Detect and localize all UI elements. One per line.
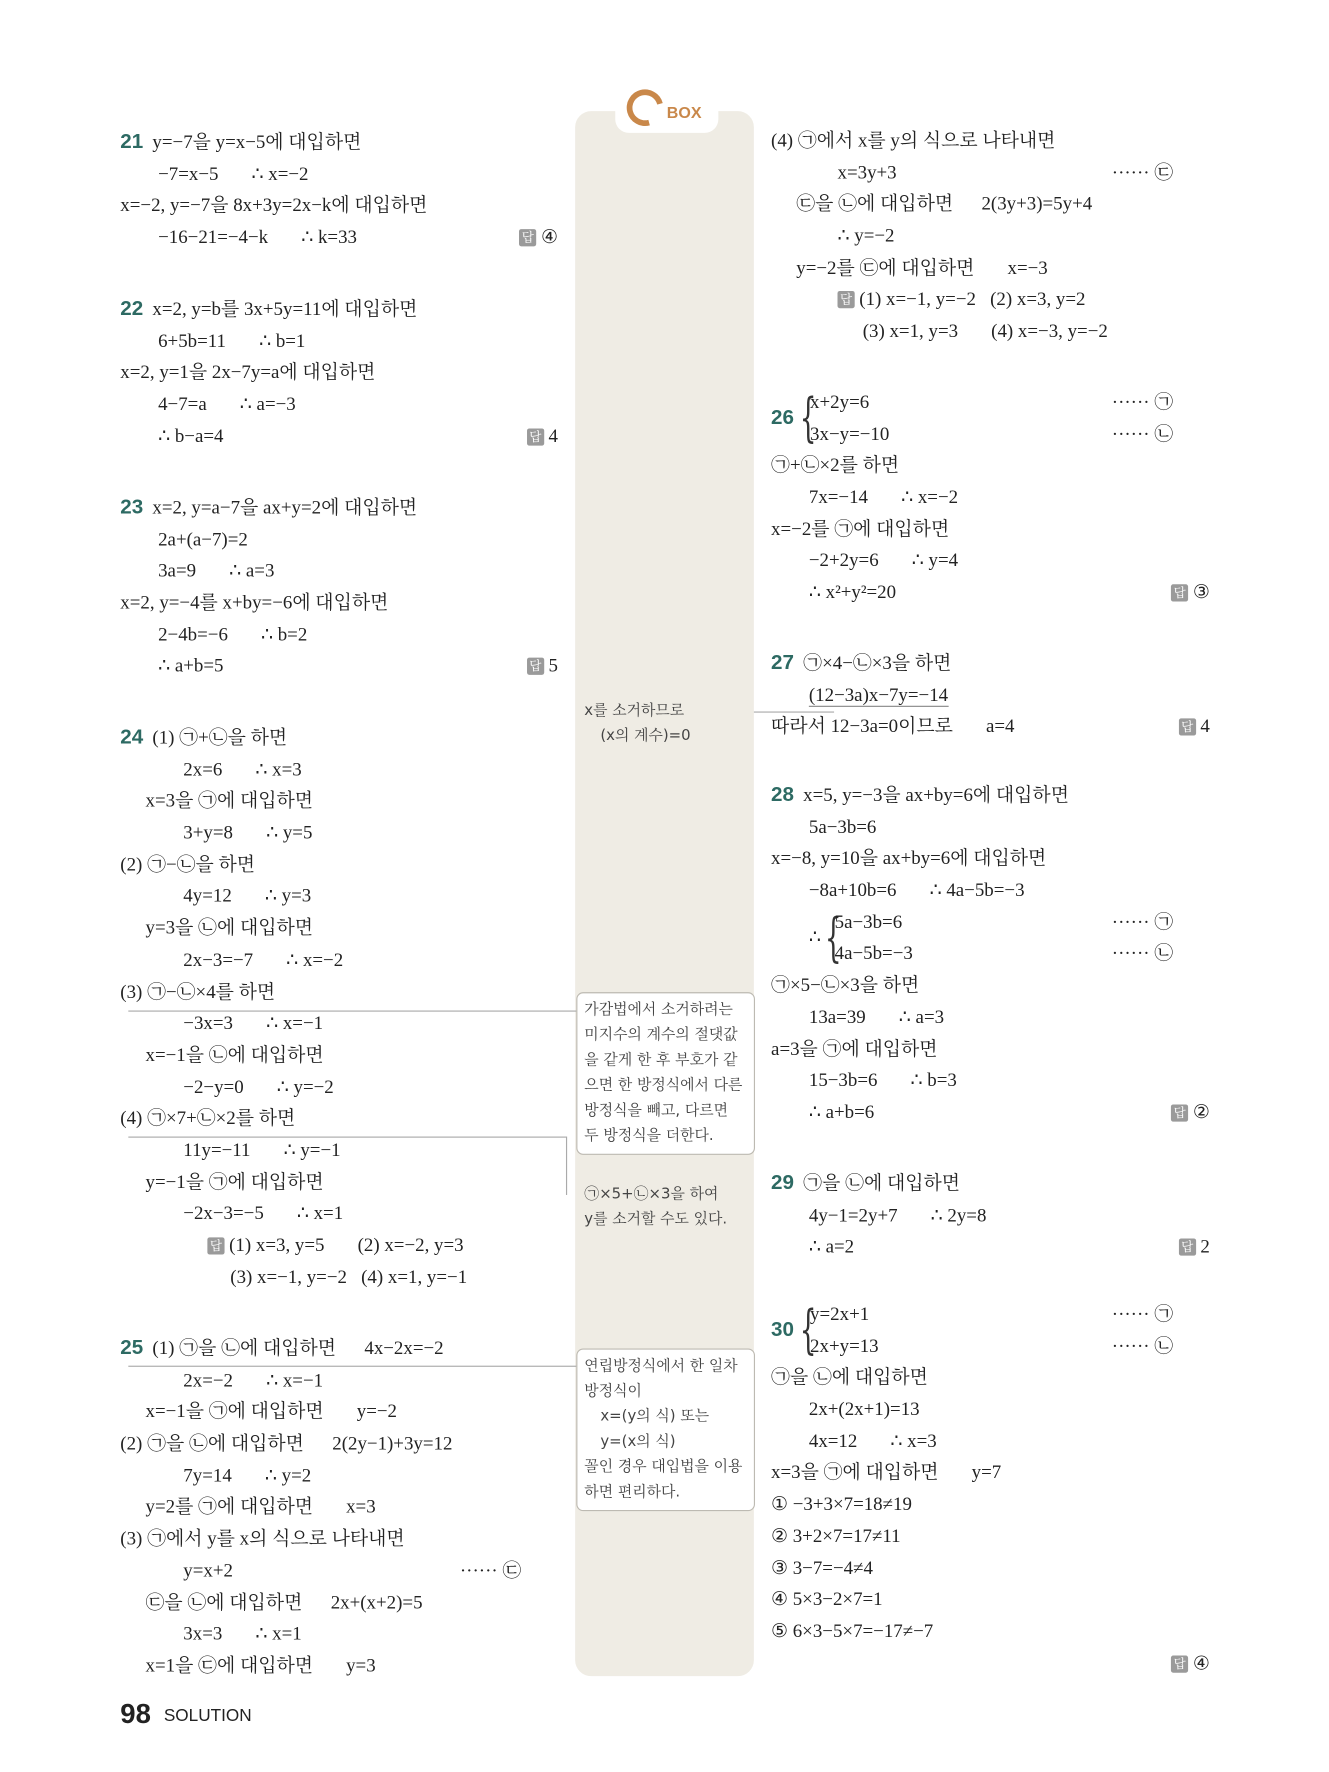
equation-tag: ······ ㉢: [459, 1559, 522, 1581]
solution-line: [771, 811, 1210, 843]
line-text: 13a=39 ∴ a=3: [808, 1005, 945, 1028]
problem-29: [771, 1167, 1210, 1262]
equation-system: [771, 906, 1210, 969]
answer-icon: 답: [1171, 584, 1188, 601]
brace-icon: {: [799, 1298, 817, 1361]
problem-24: [120, 722, 558, 1293]
solution-line: [120, 1491, 558, 1523]
line-text: −7=x−5 ∴ x=−2: [158, 162, 309, 185]
solution-line: [120, 1650, 558, 1682]
qbox-label: BOX: [666, 103, 702, 122]
line-text: (2) ㉠−㉡을 하면: [120, 853, 256, 876]
solution-line: [771, 576, 1210, 608]
solution-line: [120, 555, 558, 587]
solution-line: [120, 1198, 558, 1230]
solution-line: [120, 1007, 558, 1039]
line-text: (1) x=−1, y=−2 (2) x=3, y=2: [859, 288, 1086, 310]
answer-icon: 답: [1179, 719, 1196, 736]
answer-icon: 답: [527, 428, 544, 445]
line-text: y=−2를 ㉢에 대입하면 x=−3: [796, 256, 1048, 279]
solution-line: [771, 125, 1210, 157]
brace-icon: {: [799, 386, 817, 449]
note-line: x를 소거하므로: [584, 702, 685, 720]
solution-line: [810, 386, 1210, 418]
problem-number: 28: [771, 782, 795, 806]
solution-line: [771, 711, 1210, 743]
connector-line: [754, 711, 834, 712]
answer-value: 4: [1200, 715, 1210, 738]
note-text: 가감법에서 소거하려는 미지수의 계수의 절댓값을 같게 한 후 부호가 같으면 한 방정식에서 다른 방정식을 빼고, 다르면 두 방정식을 더한다.: [584, 1001, 743, 1145]
line-text: 따라서 12−3a=0이므로 a=4: [771, 715, 1015, 738]
problem-number: 29: [771, 1170, 795, 1194]
line-text: −16−21=−4−k ∴ k=33: [158, 225, 357, 248]
solution-line: [771, 1552, 1210, 1584]
equation-tag: ······ ㉡: [1111, 422, 1174, 445]
answer: [527, 650, 558, 682]
solution-line: [771, 283, 1210, 315]
line-text: ㉢을 ㉡에 대입하면 2x+(x+2)=5: [145, 1590, 423, 1613]
line-text: −3x=3 ∴ x=−1: [183, 1011, 324, 1034]
answer: [1171, 1096, 1210, 1128]
solution-line: [771, 1647, 1210, 1679]
solution-line: [771, 1425, 1210, 1457]
answer-value: 4: [548, 424, 558, 447]
problem-21: [120, 126, 558, 253]
answer-icon: 답: [1179, 1239, 1196, 1256]
connector-line: [128, 1366, 576, 1367]
note-substitution: [576, 1348, 755, 1511]
solution-line: [120, 523, 558, 555]
solution-line: [810, 418, 1210, 450]
problem-28: [771, 779, 1210, 1128]
line-text: a=3을 ㉠에 대입하면: [771, 1037, 938, 1060]
solution-line: [120, 912, 558, 944]
line-text: ∴ x²+y²=20: [808, 581, 897, 603]
problem-number: 24: [120, 725, 144, 749]
solution-line: [120, 1261, 558, 1293]
solution-line: [835, 906, 1210, 938]
line-text: 3x=3 ∴ x=1: [183, 1622, 302, 1645]
solution-line: [771, 1033, 1210, 1065]
line-text: 4x=12 ∴ x=3: [808, 1429, 937, 1452]
line-text: 3+y=8 ∴ y=5: [183, 821, 313, 844]
problem-25: [120, 1332, 558, 1681]
solution-line: [835, 938, 1210, 970]
therefore-symbol: ∴: [808, 926, 821, 948]
solution-line: [771, 1065, 1210, 1097]
line-text: 2x=6 ∴ x=3: [183, 758, 302, 780]
solution-line: [120, 944, 558, 976]
line-text: x=1을 ㉢에 대입하면 y=3: [145, 1654, 376, 1677]
solution-line: [771, 252, 1210, 284]
solution-line: [771, 779, 1210, 811]
solution-line: [120, 722, 558, 754]
line-text: x=3y+3: [837, 161, 897, 183]
answer: [519, 221, 558, 253]
note-line: ㉠×5+㉡×3을 하여: [584, 1185, 719, 1203]
line-text: ③ 3−7=−4≠4: [771, 1556, 873, 1579]
line-text: (1) x=3, y=5 (2) x=−2, y=3: [229, 1233, 464, 1256]
solution-line: [120, 1229, 558, 1261]
note-line: x=(y의 식) 또는: [600, 1408, 710, 1426]
line-text: 4−7=a ∴ a=−3: [158, 393, 296, 415]
line-text: x=3을 ㉠에 대입하면: [145, 789, 314, 812]
line-text: ∴ a=2: [808, 1235, 855, 1258]
line-text: 7x=−14 ∴ x=−2: [808, 485, 959, 508]
solution-line: [120, 388, 558, 420]
answer-value: 5: [548, 654, 558, 677]
solution-line: [120, 1618, 558, 1650]
line-text: (4) ㉠에서 x를 y의 식으로 나타내면: [771, 129, 1056, 152]
line-text: 7y=14 ∴ y=2: [183, 1463, 312, 1486]
line-text: 2x−3=−7 ∴ x=−2: [183, 948, 344, 971]
line-text: x=2, y=−4를 x+by=−6에 대입하면: [120, 591, 389, 614]
system-rows: [810, 386, 1210, 449]
solution-line: [120, 849, 558, 881]
equation-system: [771, 386, 1210, 449]
line-text: 6+5b=11 ∴ b=1: [158, 329, 306, 352]
problem-22: [120, 293, 558, 452]
line-text: (3) ㉠−㉡×4를 하면: [120, 980, 276, 1002]
answer-value: 2: [1200, 1235, 1210, 1258]
answer-value: ④: [1192, 1651, 1210, 1674]
solution-line: [120, 1102, 558, 1134]
solution-line: [771, 315, 1210, 347]
line-text: y=2x+1: [810, 1302, 870, 1325]
solution-line: [771, 188, 1210, 220]
answer-icon: 답: [838, 292, 855, 309]
equation-tag: ······ ㉠: [1111, 910, 1174, 933]
answer-icon: 답: [527, 658, 544, 675]
solution-line: [771, 1001, 1210, 1033]
solution-line: [771, 969, 1210, 1001]
line-text: 4y=12 ∴ y=3: [183, 884, 312, 907]
line-text: x=2, y=1을 2x−7y=a에 대입하면: [120, 361, 376, 384]
line-text: 11y=−11 ∴ y=−1: [183, 1138, 341, 1161]
line-text: 5a−3b=6: [834, 910, 903, 933]
answer: [1171, 1647, 1210, 1679]
line-text: 4y−1=2y+7 ∴ 2y=8: [808, 1203, 987, 1226]
line-text: x=−2를 ㉠에 대입하면: [771, 517, 950, 540]
line-text: ∴ y=−2: [837, 224, 895, 247]
solution-line: [771, 513, 1210, 545]
line-text: (3) x=1, y=3 (4) x=−3, y=−2: [862, 319, 1108, 342]
solution-line: [120, 618, 558, 650]
note-eliminate-x: [584, 699, 742, 749]
equation-tag: ······ ㉢: [1111, 161, 1174, 183]
problem-number: 22: [120, 296, 144, 320]
line-text: ⑤ 6×3−5×7=−17≠−7: [771, 1619, 934, 1642]
solution-line: [771, 220, 1210, 252]
solution-line: [120, 221, 558, 253]
problem-number: 21: [120, 129, 144, 153]
solution-line: [120, 189, 558, 221]
answer-value: ②: [1192, 1100, 1210, 1123]
line-text: 3a=9 ∴ a=3: [158, 559, 275, 582]
line-text: 2x+y=13: [810, 1334, 879, 1357]
line-text: (3) ㉠에서 y를 x의 식으로 나타내면: [120, 1527, 405, 1550]
equation-tag: ······ ㉡: [1111, 1334, 1174, 1357]
solution-line: [120, 1428, 558, 1460]
equation-tag: ······ ㉠: [1111, 390, 1174, 413]
solution-line: [771, 1231, 1210, 1263]
solution-line: [810, 1298, 1210, 1330]
line-text: x=−1을 ㉡에 대입하면: [145, 1043, 324, 1066]
line-text: (3) x=−1, y=−2 (4) x=1, y=−1: [230, 1265, 468, 1288]
line-text: 15−3b=6 ∴ b=3: [808, 1069, 957, 1091]
solution-line: [120, 880, 558, 912]
problem-23: [120, 492, 558, 682]
equation-tag: ······ ㉡: [1111, 942, 1174, 965]
answer-icon: 답: [519, 229, 536, 246]
solution-line: [120, 587, 558, 619]
line-text: x=−2, y=−7을 8x+3y=2x−k에 대입하면: [120, 194, 428, 216]
line-text: y=3을 ㉡에 대입하면: [145, 916, 314, 939]
note-line: y=(x의 식): [600, 1433, 676, 1451]
line-text: −2+2y=6 ∴ y=4: [808, 549, 959, 572]
solution-line: [771, 1167, 1210, 1199]
answer: [1179, 711, 1210, 743]
line-text: ∴ b−a=4: [158, 424, 224, 447]
answer-value: ④: [541, 225, 558, 248]
line-text: ㉢을 ㉡에 대입하면 2(3y+3)=5y+4: [796, 192, 1093, 215]
problem-number: 25: [120, 1335, 144, 1359]
solution-line: [120, 754, 558, 786]
line-text: ㉠을 ㉡에 대입하면: [771, 1366, 928, 1388]
solution-line: [771, 1488, 1210, 1520]
line-text: x=3을 ㉠에 대입하면 y=7: [771, 1461, 1002, 1484]
line-text: 2a+(a−7)=2: [158, 527, 248, 550]
solution-line: [120, 420, 558, 452]
solution-line: [120, 1586, 558, 1618]
solution-line: [771, 157, 1210, 189]
line-text: −2−y=0 ∴ y=−2: [183, 1075, 334, 1098]
line-text: y=x+2: [183, 1559, 234, 1581]
line-text: y=−7을 y=x−5에 대입하면: [152, 130, 362, 153]
line-text: 3x−y=−10: [810, 422, 890, 445]
answer: [1171, 576, 1210, 608]
line-text: x=−1을 ㉠에 대입하면 y=−2: [145, 1400, 397, 1423]
line-text: ㉠×4−㉡×3을 하면: [803, 651, 952, 674]
note-addition-method: [576, 992, 755, 1155]
note-line: (x의 계수)=0: [600, 727, 691, 745]
note-alt-eliminate-y: [584, 1182, 742, 1232]
solution-line: [120, 1396, 558, 1428]
problem-30: [771, 1298, 1210, 1679]
connector-line: [128, 1011, 576, 1012]
equation-system: [771, 1298, 1210, 1361]
line-text: (12−3a)x−7y=−14: [808, 683, 949, 706]
solution-line: [120, 293, 558, 325]
solution-line: [771, 1362, 1210, 1394]
solution-line: [771, 647, 1210, 679]
solution-line: [120, 1134, 558, 1166]
solution-line: [771, 481, 1210, 513]
line-text: x=5, y=−3을 ax+by=6에 대입하면: [803, 783, 1069, 806]
qbox-logo: [615, 87, 718, 133]
connector-line: [566, 1137, 567, 1195]
note-line: y를 소거할 수도 있다.: [584, 1211, 728, 1229]
line-text: x=−8, y=10을 ax+by=6에 대입하면: [771, 847, 1047, 869]
solution-line: [120, 650, 558, 682]
problem-number: 26: [771, 405, 795, 429]
solution-line: [120, 1555, 558, 1587]
answer-icon: 답: [207, 1237, 224, 1254]
solution-line: [120, 126, 558, 158]
line-text: 4a−5b=−3: [834, 942, 913, 965]
problem-number: 30: [771, 1317, 795, 1341]
line-text: 5a−3b=6: [808, 815, 877, 838]
line-text: 2x=−2 ∴ x=−1: [183, 1368, 324, 1391]
equation-tag: ······ ㉠: [1111, 1302, 1174, 1325]
solution-line: [771, 1520, 1210, 1552]
solution-line: [771, 1199, 1210, 1231]
line-text: −2x−3=−5 ∴ x=1: [183, 1202, 344, 1224]
solution-line: [120, 976, 558, 1008]
answer: [1179, 1231, 1210, 1263]
solution-line: [120, 785, 558, 817]
solution-line: [771, 874, 1210, 906]
problem-number: 27: [771, 650, 795, 674]
line-text: ① −3+3×7=18≠19: [771, 1493, 912, 1515]
line-text: ∴ a+b=5: [158, 654, 224, 677]
solution-line: [120, 158, 558, 190]
line-text: (4) ㉠×7+㉡×2를 하면: [120, 1107, 296, 1129]
system-rows: [835, 906, 1210, 969]
problem-26: [771, 386, 1210, 608]
line-text: x+2y=6: [810, 390, 870, 413]
line-text: ㉠×5−㉡×3을 하면: [771, 974, 920, 996]
solution-line: [771, 450, 1210, 482]
solution-line: [120, 1166, 558, 1198]
solution-line: [120, 1523, 558, 1555]
line-text: ② 3+2×7=17≠11: [771, 1524, 901, 1547]
footer-label: SOLUTION: [163, 1705, 252, 1726]
solution-line: [771, 679, 1210, 711]
q-logo-icon: [620, 83, 670, 133]
problem-number: 23: [120, 494, 144, 518]
solution-line: [771, 1584, 1210, 1616]
solution-line: [771, 545, 1210, 577]
page-number: 98: [120, 1699, 151, 1731]
line-text: y=−1을 ㉠에 대입하면: [145, 1170, 324, 1193]
line-text: 2−4b=−6 ∴ b=2: [158, 622, 308, 645]
solution-line: [120, 1459, 558, 1491]
solution-line: [120, 1364, 558, 1396]
solution-line: [771, 843, 1210, 875]
solution-line: [771, 1096, 1210, 1128]
problem-27: [771, 647, 1210, 742]
line-text: −8a+10b=6 ∴ 4a−5b=−3: [808, 878, 1025, 901]
line-text: (1) ㉠을 ㉡에 대입하면 4x−2x=−2: [152, 1337, 444, 1359]
solution-line: [810, 1330, 1210, 1362]
solution-line: [120, 492, 558, 524]
solution-line: [771, 1457, 1210, 1489]
line-text: 2x+(2x+1)=13: [808, 1397, 920, 1420]
solution-line: [120, 1332, 558, 1364]
line-text: x=2, y=b를 3x+5y=11에 대입하면: [152, 297, 418, 320]
answer-icon: 답: [1171, 1104, 1188, 1121]
solution-line: [120, 817, 558, 849]
line-text: ∴ a+b=6: [808, 1100, 875, 1123]
brace-icon: {: [824, 906, 842, 969]
solution-line: [771, 1393, 1210, 1425]
solution-line: [120, 325, 558, 357]
note-line: 연립방정식에서 한 일차방정식이: [584, 1357, 738, 1401]
solution-line: [120, 357, 558, 389]
note-line: 꼴인 경우 대입법을 이용하면 편리하다.: [584, 1458, 743, 1501]
connector-line: [128, 1137, 566, 1138]
solution-line: [120, 1039, 558, 1071]
answer-icon: 답: [1171, 1655, 1188, 1672]
answer: [527, 420, 558, 452]
line-text: ㉠+㉡×2를 하면: [771, 454, 900, 476]
line-text: ㉠을 ㉡에 대입하면: [803, 1172, 961, 1194]
problem-cont: [771, 125, 1210, 347]
system-rows: [810, 1298, 1210, 1361]
line-text: x=2, y=a−7을 ax+y=2에 대입하면: [152, 496, 418, 518]
line-text: y=2를 ㉠에 대입하면 x=3: [145, 1495, 376, 1518]
solution-line: [120, 1071, 558, 1103]
answer-value: ③: [1192, 581, 1210, 603]
line-text: (1) ㉠+㉡을 하면: [152, 726, 288, 749]
line-text: ④ 5×3−2×7=1: [771, 1588, 883, 1610]
line-text: (2) ㉠을 ㉡에 대입하면 2(2y−1)+3y=12: [120, 1432, 453, 1454]
solution-line: [771, 1615, 1210, 1647]
